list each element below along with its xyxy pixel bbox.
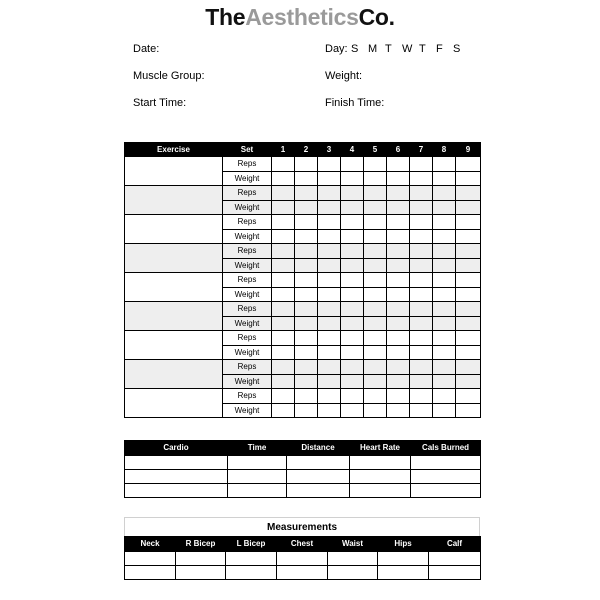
cardio-entry-cell[interactable] [287,456,350,470]
exercise-name-cell[interactable] [125,331,223,360]
set-entry-cell[interactable] [433,403,456,418]
table-row [125,484,481,498]
set-entry-cell[interactable] [295,345,318,360]
set-entry-cell[interactable] [364,258,387,273]
set-entry-cell[interactable] [456,244,481,259]
set-entry-cell[interactable] [272,374,295,389]
set-entry-cell[interactable] [410,229,433,244]
day-selector [351,43,470,55]
day-label: Day: [325,43,348,55]
column-header: Heart Rate [350,441,411,456]
set-entry-cell[interactable] [318,258,341,273]
table-row [125,215,481,230]
set-type-label: Weight [223,171,272,186]
measurement-entry-cell[interactable] [378,552,429,566]
cardio-entry-cell[interactable] [350,484,411,498]
table-row [125,273,481,288]
set-entry-cell[interactable] [341,316,364,331]
set-type-label: Weight [223,316,272,331]
set-entry-cell[interactable] [456,186,481,201]
set-type-label: Reps [223,244,272,259]
finish-time-label: Finish Time: [325,97,385,109]
set-entry-cell[interactable] [295,374,318,389]
set-entry-cell[interactable] [364,345,387,360]
exercise-name-cell[interactable] [125,302,223,331]
set-entry-cell[interactable] [387,403,410,418]
exercise-name-cell[interactable] [125,360,223,389]
measurement-entry-cell[interactable] [277,552,328,566]
set-entry-cell[interactable] [364,186,387,201]
set-entry-cell[interactable] [456,157,481,172]
table-row [125,456,481,470]
set-entry-cell[interactable] [318,302,341,317]
set-entry-cell[interactable] [433,215,456,230]
set-entry-cell[interactable] [341,287,364,302]
set-entry-cell[interactable] [318,157,341,172]
set-entry-cell[interactable] [295,403,318,418]
set-entry-cell[interactable] [318,215,341,230]
column-header: 3 [318,143,341,157]
set-entry-cell[interactable] [318,171,341,186]
set-entry-cell[interactable] [295,302,318,317]
set-entry-cell[interactable] [433,316,456,331]
table-row [125,302,481,317]
set-type-label: Weight [223,200,272,215]
set-entry-cell[interactable] [272,200,295,215]
set-entry-cell[interactable] [318,331,341,346]
set-type-label: Reps [223,331,272,346]
measurements-table-header [125,537,481,552]
set-entry-cell[interactable] [387,273,410,288]
set-entry-cell[interactable] [364,200,387,215]
set-entry-cell[interactable] [295,186,318,201]
set-entry-cell[interactable] [387,215,410,230]
set-type-label: Reps [223,273,272,288]
measurement-entry-cell[interactable] [277,566,328,580]
measurement-entry-cell[interactable] [429,566,481,580]
set-entry-cell[interactable] [364,287,387,302]
set-entry-cell[interactable] [387,186,410,201]
column-header: R Bicep [176,537,226,552]
set-entry-cell[interactable] [433,186,456,201]
set-entry-cell[interactable] [295,244,318,259]
set-entry-cell[interactable] [272,157,295,172]
set-type-label: Reps [223,360,272,375]
column-header: 7 [410,143,433,157]
set-entry-cell[interactable] [341,374,364,389]
set-entry-cell[interactable] [433,374,456,389]
cardio-entry-cell[interactable] [228,470,287,484]
set-entry-cell[interactable] [387,171,410,186]
set-entry-cell[interactable] [295,215,318,230]
weight-label: Weight: [325,70,363,82]
set-entry-cell[interactable] [410,287,433,302]
set-entry-cell[interactable] [318,200,341,215]
set-entry-cell[interactable] [272,331,295,346]
set-entry-cell[interactable] [410,389,433,404]
measurement-entry-cell[interactable] [429,552,481,566]
set-entry-cell[interactable] [272,229,295,244]
set-entry-cell[interactable] [387,360,410,375]
set-entry-cell[interactable] [318,273,341,288]
column-header: Distance [287,441,350,456]
set-entry-cell[interactable] [295,360,318,375]
table-row [125,360,481,375]
column-header: Chest [277,537,328,552]
set-entry-cell[interactable] [410,403,433,418]
exercise-name-cell[interactable] [125,215,223,244]
column-header: Hips [378,537,429,552]
set-entry-cell[interactable] [387,200,410,215]
column-header: Calf [429,537,481,552]
set-entry-cell[interactable] [364,360,387,375]
set-entry-cell[interactable] [456,229,481,244]
cardio-entry-cell[interactable] [287,484,350,498]
set-entry-cell[interactable] [387,157,410,172]
set-entry-cell[interactable] [341,389,364,404]
brand-logo: TheAestheticsCo. [205,4,395,30]
cardio-entry-cell[interactable] [125,484,228,498]
set-entry-cell[interactable] [318,360,341,375]
set-entry-cell[interactable] [456,316,481,331]
cardio-entry-cell[interactable] [411,470,481,484]
set-entry-cell[interactable] [272,215,295,230]
set-entry-cell[interactable] [456,403,481,418]
set-entry-cell[interactable] [364,316,387,331]
cardio-entry-cell[interactable] [228,456,287,470]
day-option[interactable]: S [453,43,461,55]
set-entry-cell[interactable] [387,287,410,302]
column-header: Neck [125,537,176,552]
set-type-label: Reps [223,157,272,172]
set-type-label: Reps [223,186,272,201]
set-entry-cell[interactable] [318,287,341,302]
table-row [125,566,481,580]
set-entry-cell[interactable] [456,171,481,186]
set-entry-cell[interactable] [318,389,341,404]
exercise-name-cell[interactable] [125,389,223,418]
cardio-entry-cell[interactable] [228,484,287,498]
set-entry-cell[interactable] [433,229,456,244]
set-entry-cell[interactable] [410,186,433,201]
set-entry-cell[interactable] [433,171,456,186]
set-entry-cell[interactable] [456,258,481,273]
cardio-table [124,440,481,498]
set-entry-cell[interactable] [364,244,387,259]
cardio-entry-cell[interactable] [125,456,228,470]
set-entry-cell[interactable] [318,316,341,331]
set-entry-cell[interactable] [433,258,456,273]
table-row [125,186,481,201]
set-entry-cell[interactable] [456,200,481,215]
set-entry-cell[interactable] [318,244,341,259]
table-row [125,157,481,172]
set-type-label: Weight [223,345,272,360]
set-entry-cell[interactable] [272,345,295,360]
day-option[interactable]: M [368,43,378,55]
set-entry-cell[interactable] [272,186,295,201]
set-entry-cell[interactable] [410,316,433,331]
day-option[interactable]: W [402,43,413,55]
measurement-entry-cell[interactable] [378,566,429,580]
set-entry-cell[interactable] [341,157,364,172]
day-option[interactable]: T [419,43,426,55]
exercise-name-cell[interactable] [125,244,223,273]
set-entry-cell[interactable] [295,389,318,404]
set-entry-cell[interactable] [410,200,433,215]
set-entry-cell[interactable] [456,331,481,346]
set-type-label: Reps [223,389,272,404]
set-entry-cell[interactable] [364,229,387,244]
set-entry-cell[interactable] [295,316,318,331]
set-entry-cell[interactable] [341,171,364,186]
set-entry-cell[interactable] [433,345,456,360]
set-entry-cell[interactable] [410,374,433,389]
set-entry-cell[interactable] [387,316,410,331]
set-entry-cell[interactable] [272,316,295,331]
set-type-label: Weight [223,287,272,302]
set-entry-cell[interactable] [272,360,295,375]
table-row [125,389,481,404]
set-entry-cell[interactable] [410,244,433,259]
exercise-table-header [125,143,481,157]
set-entry-cell[interactable] [295,157,318,172]
set-entry-cell[interactable] [387,331,410,346]
table-row [125,470,481,484]
table-row [125,552,481,566]
measurements-table [124,536,481,580]
cardio-entry-cell[interactable] [411,484,481,498]
set-entry-cell[interactable] [295,200,318,215]
set-type-label: Weight [223,374,272,389]
set-entry-cell[interactable] [272,302,295,317]
set-entry-cell[interactable] [433,157,456,172]
set-entry-cell[interactable] [295,229,318,244]
set-entry-cell[interactable] [272,287,295,302]
set-entry-cell[interactable] [318,345,341,360]
muscle-group-label: Muscle Group: [133,70,205,82]
column-header: 6 [387,143,410,157]
measurement-entry-cell[interactable] [176,552,226,566]
set-entry-cell[interactable] [341,345,364,360]
column-header: L Bicep [226,537,277,552]
set-entry-cell[interactable] [272,171,295,186]
set-entry-cell[interactable] [387,389,410,404]
set-entry-cell[interactable] [433,200,456,215]
set-entry-cell[interactable] [341,302,364,317]
set-entry-cell[interactable] [387,244,410,259]
day-option[interactable]: T [385,43,392,55]
set-entry-cell[interactable] [272,273,295,288]
set-entry-cell[interactable] [295,258,318,273]
set-entry-cell[interactable] [364,403,387,418]
set-entry-cell[interactable] [364,171,387,186]
set-entry-cell[interactable] [272,258,295,273]
start-time-label: Start Time: [133,97,187,109]
measurement-entry-cell[interactable] [125,566,176,580]
set-entry-cell[interactable] [387,258,410,273]
set-entry-cell[interactable] [456,287,481,302]
measurement-entry-cell[interactable] [226,552,277,566]
set-entry-cell[interactable] [295,331,318,346]
set-entry-cell[interactable] [272,403,295,418]
set-entry-cell[interactable] [433,273,456,288]
cardio-entry-cell[interactable] [125,470,228,484]
set-entry-cell[interactable] [456,360,481,375]
set-entry-cell[interactable] [433,287,456,302]
set-entry-cell[interactable] [410,258,433,273]
set-entry-cell[interactable] [341,186,364,201]
set-entry-cell[interactable] [456,345,481,360]
cardio-entry-cell[interactable] [350,456,411,470]
set-entry-cell[interactable] [456,389,481,404]
set-entry-cell[interactable] [318,374,341,389]
exercise-table [124,142,481,418]
set-entry-cell[interactable] [456,215,481,230]
column-header: Cals Burned [411,441,481,456]
set-entry-cell[interactable] [410,331,433,346]
set-type-label: Weight [223,258,272,273]
column-header: 8 [433,143,456,157]
column-header: 4 [341,143,364,157]
set-entry-cell[interactable] [410,345,433,360]
column-header: Cardio [125,441,228,456]
column-header: 2 [295,143,318,157]
set-entry-cell[interactable] [456,374,481,389]
date-label: Date: [133,43,160,55]
set-entry-cell[interactable] [341,331,364,346]
set-entry-cell[interactable] [272,389,295,404]
set-entry-cell[interactable] [341,200,364,215]
set-entry-cell[interactable] [341,360,364,375]
set-entry-cell[interactable] [364,374,387,389]
set-entry-cell[interactable] [341,229,364,244]
measurement-entry-cell[interactable] [328,566,378,580]
set-entry-cell[interactable] [433,302,456,317]
exercise-name-cell[interactable] [125,186,223,215]
set-entry-cell[interactable] [387,345,410,360]
column-header: Set [223,143,272,157]
set-entry-cell[interactable] [410,171,433,186]
set-entry-cell[interactable] [410,302,433,317]
set-entry-cell[interactable] [364,389,387,404]
set-entry-cell[interactable] [364,273,387,288]
measurement-entry-cell[interactable] [328,552,378,566]
set-entry-cell[interactable] [364,215,387,230]
set-entry-cell[interactable] [318,403,341,418]
set-entry-cell[interactable] [364,157,387,172]
set-entry-cell[interactable] [341,273,364,288]
measurement-entry-cell[interactable] [176,566,226,580]
table-row [125,331,481,346]
set-entry-cell[interactable] [433,360,456,375]
set-entry-cell[interactable] [456,302,481,317]
cardio-entry-cell[interactable] [287,470,350,484]
set-entry-cell[interactable] [318,186,341,201]
set-entry-cell[interactable] [410,273,433,288]
set-entry-cell[interactable] [341,244,364,259]
set-entry-cell[interactable] [341,403,364,418]
set-entry-cell[interactable] [295,171,318,186]
column-header: 1 [272,143,295,157]
set-type-label: Reps [223,215,272,230]
set-entry-cell[interactable] [433,389,456,404]
set-entry-cell[interactable] [410,215,433,230]
set-entry-cell[interactable] [364,302,387,317]
day-option[interactable]: F [436,43,443,55]
set-entry-cell[interactable] [433,244,456,259]
set-type-label: Reps [223,302,272,317]
day-option[interactable]: S [351,43,359,55]
set-entry-cell[interactable] [318,229,341,244]
column-header: Time [228,441,287,456]
set-type-label: Weight [223,229,272,244]
cardio-table-header [125,441,481,456]
set-entry-cell[interactable] [410,157,433,172]
column-header: 5 [364,143,387,157]
set-entry-cell[interactable] [295,287,318,302]
cardio-entry-cell[interactable] [350,470,411,484]
exercise-name-cell[interactable] [125,273,223,302]
set-entry-cell[interactable] [364,331,387,346]
set-entry-cell[interactable] [456,273,481,288]
cardio-entry-cell[interactable] [411,456,481,470]
set-entry-cell[interactable] [387,374,410,389]
column-header: Exercise [125,143,223,157]
measurement-entry-cell[interactable] [226,566,277,580]
measurement-entry-cell[interactable] [125,552,176,566]
set-entry-cell[interactable] [341,215,364,230]
column-header: Waist [328,537,378,552]
set-entry-cell[interactable] [341,258,364,273]
table-row [125,244,481,259]
set-entry-cell[interactable] [272,244,295,259]
measurements-title: Measurements [124,517,480,536]
set-entry-cell[interactable] [410,360,433,375]
column-header: 9 [456,143,481,157]
set-entry-cell[interactable] [387,302,410,317]
set-type-label: Weight [223,403,272,418]
set-entry-cell[interactable] [295,273,318,288]
set-entry-cell[interactable] [433,331,456,346]
exercise-name-cell[interactable] [125,157,223,186]
set-entry-cell[interactable] [387,229,410,244]
